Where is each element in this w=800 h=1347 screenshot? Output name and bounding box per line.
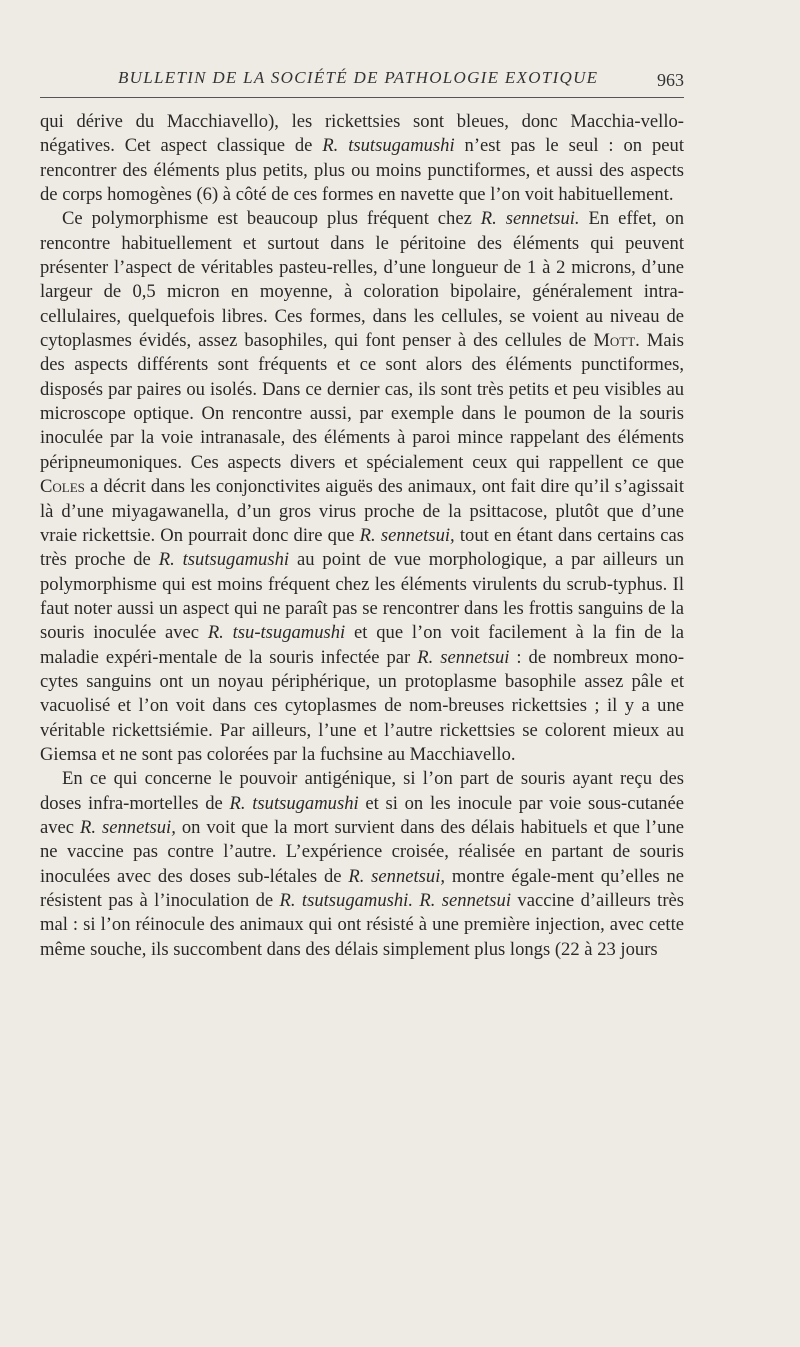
text-segment: . Mais des aspects différents sont fréquents et ce sont alors des éléments punctiformes, disposés par paires ou isolés. Dans ce dernier cas, ils sont très petits et peu visibles au microscope optique. On rencontre aussi, par exemple dans le poumon de la souris inoculée par la voie intranasale, des éléments à paroi mince rappelant des éléments péripneumoniques. Ces aspects divers et spécialement ceux qui rappellent ce que xyxy=(40,330,684,473)
text-segment: qui dérive du Macchiavello), les rickettsies sont bleues, donc Macchia-vello-négatives. Cet aspect classique de xyxy=(40,111,684,157)
species-name: R. tsutsugamushi. xyxy=(279,890,413,911)
species-name: R. sennetsui, xyxy=(348,865,446,887)
species-name: R. sennetsui. xyxy=(480,208,580,230)
text-segment: montre égale-ment qu’elles ne résistent pas à l’inoculation de xyxy=(40,865,684,911)
text-segment: au point de vue morphologique, a par ailleurs un polymorphisme qui est moins fréquent chez les éléments virulents du scrub-typhus. Il faut noter aussi un aspect qui ne paraît pas se rencontrer dans les frottis sanguins de la souris inoculée avec xyxy=(40,549,684,644)
species-name: R. tsutsugamushi xyxy=(229,792,359,814)
author-name: Coles xyxy=(40,476,85,498)
journal-title: BULLETIN DE LA SOCIÉTÉ DE PATHOLOGIE EXOTIQUE xyxy=(118,68,599,87)
body-text xyxy=(40,110,684,962)
paragraph-p2 xyxy=(40,207,684,767)
text-segment: et si on les inocule par voie sous-cutanée avec xyxy=(40,792,684,838)
author-name: Mott xyxy=(593,330,636,352)
species-name: R. tsutsugamushi xyxy=(322,135,455,157)
running-header xyxy=(40,64,684,94)
species-name: R. sennetsui xyxy=(419,890,512,911)
paragraph-p1 xyxy=(40,110,684,207)
text-segment: En ce qui concerne le pouvoir antigénique, si l’on part de souris ayant reçu des doses infra-mortelles de xyxy=(40,768,684,814)
text-segment: a décrit dans les conjonctivites aiguës des animaux, ont fait dire qu’il s’agissait là d’une miyagawanella, d’un gros virus proche de la psittacose, plutôt que d’une vraie rickettsie. On pourrait donc dire que xyxy=(40,476,684,546)
species-name: R. tsutsugamushi xyxy=(158,549,290,571)
species-name: R. sennetsui xyxy=(417,646,510,668)
text-segment: Ce polymorphisme est beaucoup plus fréquent chez xyxy=(62,208,481,230)
header-rule xyxy=(40,97,684,98)
text-segment: vaccine d’ailleurs très mal : si l’on réinocule des animaux qui ont résisté à une première injection, avec cette même souche, ils succombent dans des délais simplement plus longs (22 à 23 jours xyxy=(40,890,685,960)
species-name: R. sennetsui, xyxy=(80,816,176,838)
species-name: R. tsu-tsugamushi xyxy=(207,622,346,644)
page-number: 963 xyxy=(657,70,684,90)
species-name: R. sennetsui, xyxy=(359,524,455,546)
paragraph-p3 xyxy=(40,767,684,962)
text-segment: tout en étant dans certains cas très proche de xyxy=(40,524,684,571)
text-segment: : de nombreux mono-cytes sanguins ont un noyau périphérique, un protoplasme basophile assez pâle et vacuolisé et l’on voit dans ces cytoplasmes de nom-breuses rickettsies ; il y a une véritable rickettsiémie. Par ailleurs, l’une et l’autre rickettsies se colorent mieux au Giemsa et ne sont pas colorées par la fuchsine au Macchiavello. xyxy=(40,646,685,765)
text-segment: et que l’on voit facilement à la fin de la maladie expéri-mentale de la souris infectée par xyxy=(40,622,685,668)
text-segment: n’est pas le seul : on peut rencontrer des éléments plus petits, plus ou moins punctiformes, et aussi des aspects de corps homogènes (6) à côté de ces formes en navette que l’on voit habituellement. xyxy=(40,135,684,206)
text-segment: on voit que la mort survient dans des délais habituels et que l’une ne vaccine pas contre l’autre. L’expérience croisée, réalisée en partant de souris inoculées avec des doses sub-létales de xyxy=(40,816,684,887)
text-segment: En effet, on rencontre habituellement et surtout dans le péritoine des éléments qui peuvent présenter l’aspect de véritables pasteu-relles, d’une longueur de 1 à 2 microns, d’une largeur de 0,5 micron en moyenne, à coloration bipolaire, généralement intra-cellulaires, quelquefois libres. Ces formes, dans les cellules, se voient au niveau de cytoplasmes évidés, assez basophiles, qui font penser à des cellules de xyxy=(40,208,685,352)
